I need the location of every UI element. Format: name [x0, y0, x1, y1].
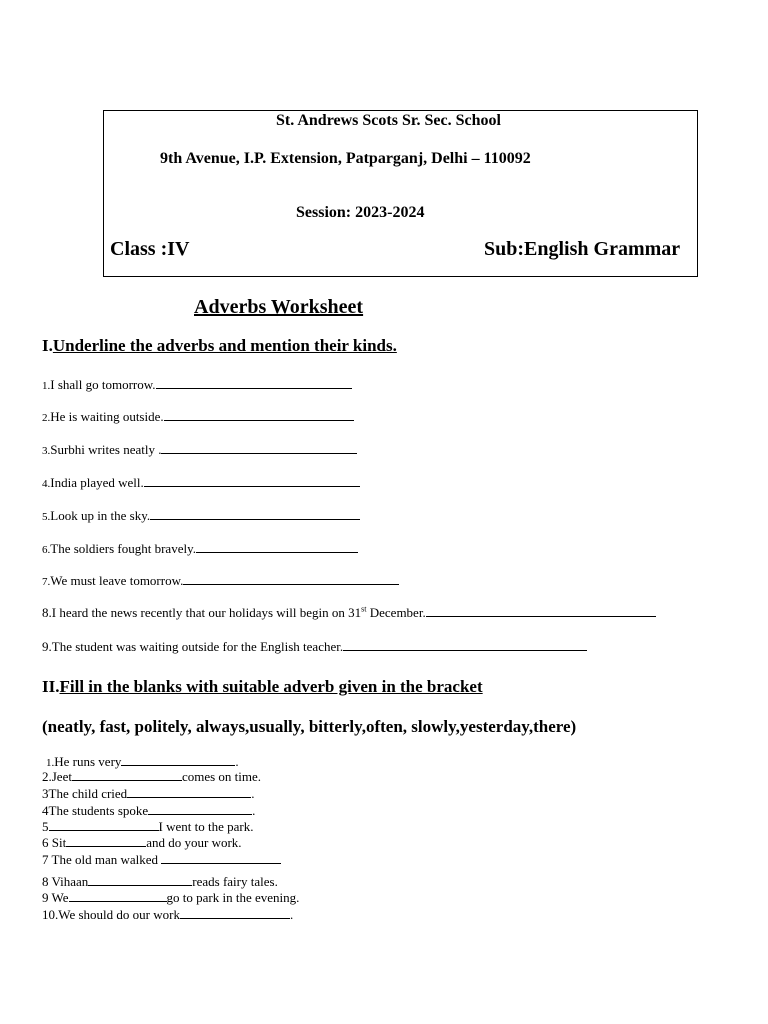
subject-label: Sub:English Grammar	[484, 238, 681, 260]
question-item: 9.The student was waiting outside for the English teacher.	[42, 638, 587, 655]
answer-blank[interactable]	[127, 785, 251, 798]
answer-blank[interactable]	[144, 474, 360, 487]
school-name: St. Andrews Scots Sr. Sec. School	[276, 112, 501, 129]
answer-blank[interactable]	[343, 638, 587, 651]
answer-blank[interactable]	[148, 802, 252, 815]
answer-blank[interactable]	[183, 572, 399, 585]
fill-blank-item: 3The child cried .	[42, 786, 255, 801]
question-item: 6.The soldiers fought bravely.	[42, 540, 358, 557]
answer-blank[interactable]	[180, 906, 290, 919]
answer-blank[interactable]	[121, 753, 235, 766]
question-item: 1.I shall go tomorrow.	[42, 376, 352, 393]
answer-blank[interactable]	[196, 540, 358, 553]
question-item: 7.We must leave tomorrow.	[42, 572, 399, 589]
answer-blank[interactable]	[72, 768, 182, 781]
answer-blank[interactable]	[164, 408, 354, 421]
answer-blank[interactable]	[150, 507, 360, 520]
answer-blank[interactable]	[88, 873, 192, 886]
answer-blank[interactable]	[156, 376, 352, 389]
fill-blank-item: 1.He runs very .	[46, 754, 239, 769]
class-label: Class :IV	[110, 238, 190, 260]
word-bank: (neatly, fast, politely, always,usually, bitterly,often, slowly,yesterday,there)	[42, 717, 577, 736]
section2-heading	[42, 677, 483, 697]
session-text: Session: 2023-2024	[296, 204, 425, 221]
fill-blank-item: 2.Jeet comes on time.	[42, 769, 262, 784]
fill-blank-item: 6 Sit and do your work.	[42, 835, 242, 850]
fill-blank-item: 8 Vihaan reads fairy tales.	[42, 874, 278, 889]
school-address: 9th Avenue, I.P. Extension, Patparganj, Delhi – 110092	[160, 150, 531, 167]
question-item: 8.I heard the news recently that our holidays will begin on 31st December.	[42, 604, 656, 621]
answer-blank[interactable]	[66, 834, 146, 847]
fill-blank-item: 9 We go to park in the evening.	[42, 890, 300, 905]
question-item: 3.Surbhi writes neatly .	[42, 441, 357, 458]
question-item: 2.He is waiting outside.	[42, 408, 354, 425]
section1-number: I.	[42, 336, 53, 355]
answer-blank[interactable]	[49, 818, 159, 831]
section2-heading-text: Fill in the blanks with suitable adverb given in the bracket	[59, 677, 483, 696]
answer-blank[interactable]	[69, 889, 167, 902]
answer-blank[interactable]	[426, 604, 656, 617]
question-item: 5.Look up in the sky.	[42, 507, 360, 524]
worksheet-title: Adverbs Worksheet	[194, 296, 364, 318]
fill-blank-item: 4The students spoke .	[42, 803, 256, 818]
question-item: 4.India played well.	[42, 474, 360, 491]
section2-number: II.	[42, 677, 60, 696]
fill-blank-item: 7 The old man walked	[42, 851, 281, 868]
section1-heading-text: Underline the adverbs and mention their kinds.	[52, 336, 397, 355]
answer-blank[interactable]	[161, 441, 357, 454]
fill-blank-item: 5 I went to the park.	[42, 819, 254, 834]
answer-blank[interactable]	[161, 851, 281, 864]
fill-blank-item: 10.We should do our work .	[42, 907, 294, 922]
section1-heading	[42, 336, 397, 356]
